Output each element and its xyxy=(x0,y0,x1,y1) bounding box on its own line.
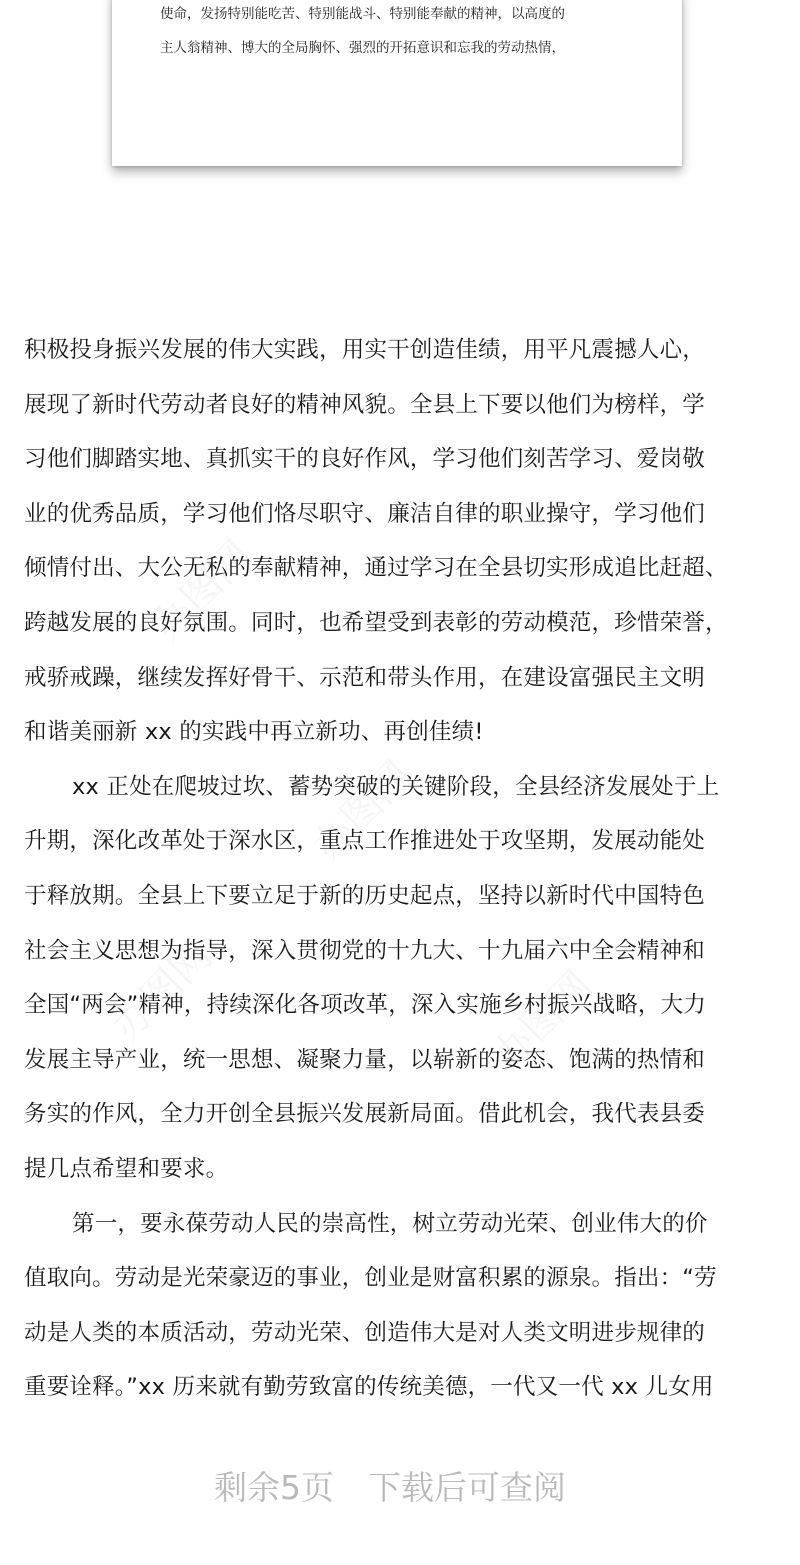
document-line: 于释放期。全县上下要立足于新的历史起点，坚持以新时代中国特色 xyxy=(24,882,706,909)
document-line: 重要诠释。”xx 历来就有勤劳致富的传统美德，一代又一代 xx 儿女用 xyxy=(24,1374,714,1401)
document-line: 和谐美丽新 xx 的实践中再立新功、再创佳绩! xyxy=(24,719,484,746)
document-line: 全国“两会”精神，持续深化各项改革，深入实施乡村振兴战略，大力 xyxy=(24,992,707,1019)
document-line: 习他们脚踏实地、真抓实干的良好作风，学习他们刻苦学习、爱岗敬 xyxy=(24,446,706,473)
document-line: 发展主导产业，统一思想、凝聚力量，以崭新的姿态、饱满的热情和 xyxy=(24,1046,706,1073)
preview-card xyxy=(112,0,682,166)
download-prompt[interactable] xyxy=(0,1462,780,1509)
document-body xyxy=(24,323,800,1415)
remaining-pages-text: 剩余5页 xyxy=(214,1468,334,1507)
watermark: 办图网 xyxy=(483,962,602,1080)
preview-line: 使命，发扬特别能吃苦、特别能战斗、特别能奉献的精神，以高度的 xyxy=(160,6,565,22)
document-line: 升期，深化改革处于深水区，重点工作推进处于攻坚期，发展动能处 xyxy=(24,828,706,855)
document-line: 值取向。劳动是光荣豪迈的事业，创业是财富积累的源泉。指出：“劳 xyxy=(24,1265,717,1292)
document-line: xx 正处在爬坡过坎、蓄势突破的关键阶段，全县经济发展处于上 xyxy=(72,773,720,800)
document-line: 跨越发展的良好氛围。同时，也希望受到表彰的劳动模范，珍惜荣誉， xyxy=(24,609,728,636)
document-line: 业的优秀品质，学习他们恪尽职守、廉洁自律的职业操守，学习他们 xyxy=(24,500,706,527)
document-line: 动是人类的本质活动，劳动光荣、创造伟大是对人类文明进步规律的 xyxy=(24,1319,706,1346)
document-line: 积极投身振兴发展的伟大实践，用实干创造佳绩，用平凡震撼人心， xyxy=(24,337,706,363)
document-line: 展现了新时代劳动者良好的精神风貌。全县上下要以他们为榜样，学 xyxy=(24,391,706,418)
watermark: 办图网 xyxy=(103,932,222,1050)
watermark: 办图网 xyxy=(303,752,422,870)
document-line: 社会主义思想为指导，深入贯彻党的十九大、十九届六中全会精神和 xyxy=(24,937,706,964)
document-line: 第一，要永葆劳动人民的崇高性，树立劳动光荣、创业伟大的价 xyxy=(72,1210,708,1237)
watermark: 办图网 xyxy=(143,532,262,650)
document-line: 倾情付出、大公无私的奉献精神，通过学习在全县切实形成追比赶超、 xyxy=(24,555,728,582)
document-line: 务实的作风，全力开创全县振兴发展新局面。借此机会，我代表县委 xyxy=(24,1101,706,1128)
preview-line: 主人翁精神、博大的全局胸怀、强烈的开拓意识和忘我的劳动热情， xyxy=(160,40,565,56)
download-to-view-text: 下载后可查阅 xyxy=(368,1468,566,1507)
document-line: 戒骄戒躁，继续发挥好骨干、示范和带头作用，在建设富强民主文明 xyxy=(24,664,706,691)
document-line: 提几点希望和要求。 xyxy=(24,1155,229,1182)
